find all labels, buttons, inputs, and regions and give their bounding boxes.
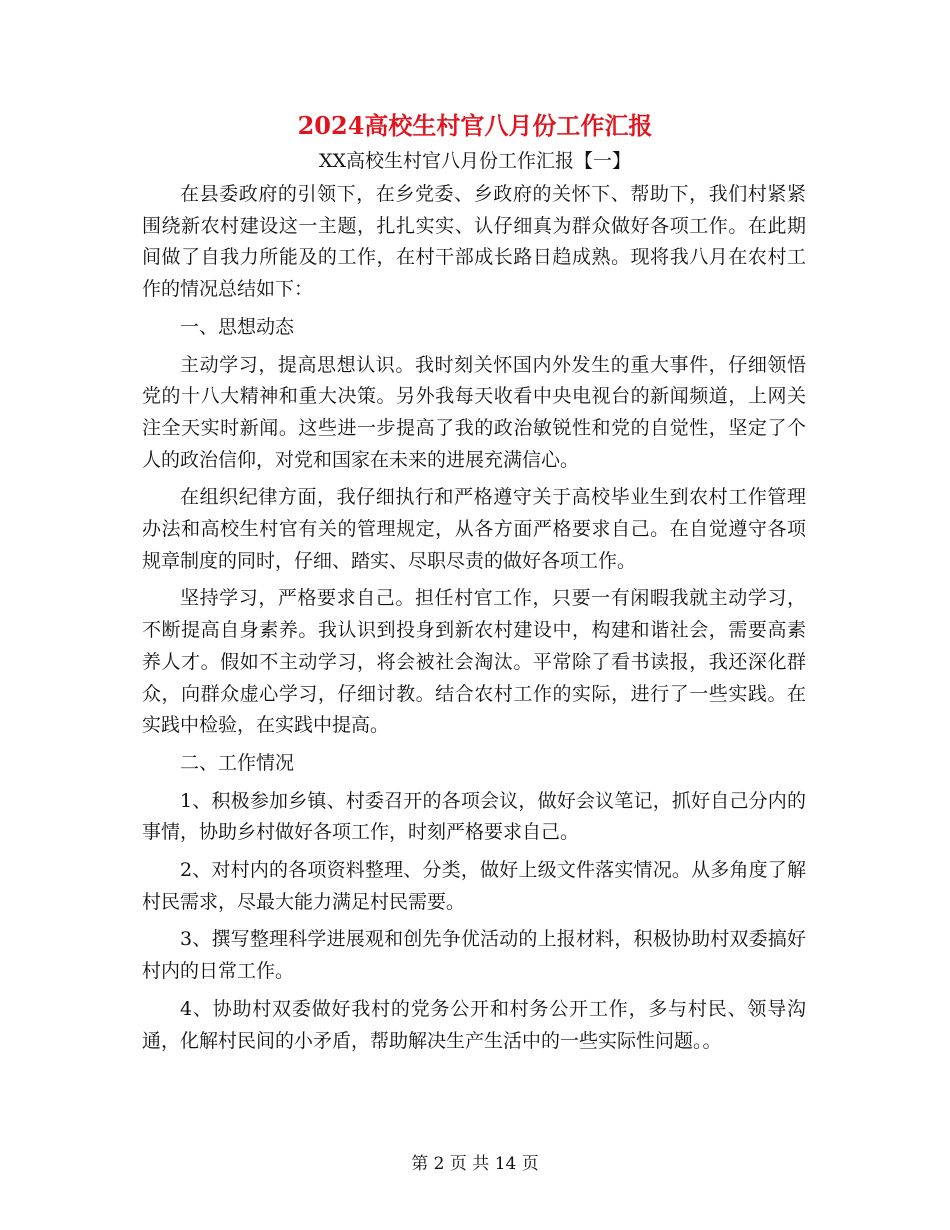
document-title: 2024高校生村官八月份工作汇报 <box>297 111 653 140</box>
list-item-3: 3、撰写整理科学进展观和创先争优活动的上报材料，积极协助村双委搞好村内的日常工作。 <box>142 928 806 983</box>
paragraph-learning: 坚持学习，严格要求自己。担任村官工作，只要一有闲暇我就主动学习，不断提高自身素养。我认识到投身到新农村建设中，构建和谐社会，需要高素养人才。假如不主动学习，将会被社会淘汰。平常除了看书读报，我还深化群众，向群众虚心学习，仔细讨教。结合农村工作的实际，进行了一些实践。在实践中检验，在实践中提高。 <box>142 587 806 737</box>
section-heading-thought: 一、思想动态 <box>180 315 295 338</box>
section-heading-work: 二、工作情况 <box>180 751 295 774</box>
list-item-4: 4、协助村双委做好我村的党务公开和村务公开工作，多与村民、领导沟通，化解村民间的小矛盾，帮助解决生产生活中的一些实际性问题。。 <box>142 997 806 1052</box>
paragraph-study: 主动学习，提高思想认识。我时刻关怀国内外发生的重大事件，仔细领悟党的十八大精神和重大决策。另外我每天收看中央电视台的新闻频道，上网关注全天实时新闻。这些进一步提高了我的政治敏锐性和党的自觉性，坚定了个人的政治信仰，对党和国家在未来的进展充满信心。 <box>142 353 806 471</box>
page-footer: 第 2 页 共 14 页 <box>411 1154 539 1174</box>
paragraph-intro: 在县委政府的引领下，在乡党委、乡政府的关怀下、帮助下，我们村紧紧围绕新农村建设这一主题，扎扎实实、认仔细真为群众做好各项工作。在此期间做了自我力所能及的工作，在村干部成长路日趋成熟。现将我八月在农村工作的情况总结如下： <box>142 183 806 301</box>
list-item-1: 1、积极参加乡镇、村委召开的各项会议，做好会议笔记，抓好自己分内的事情，协助乡村做好各项工作，时刻严格要求自己。 <box>142 789 806 844</box>
paragraph-discipline: 在组织纪律方面，我仔细执行和严格遵守关于高校毕业生到农村工作管理办法和高校生村官有关的管理规定，从各方面严格要求自己。在自觉遵守各项规章制度的同时，仔细、踏实、尽职尽责的做好各项工作。 <box>142 486 806 572</box>
document-subtitle: XX高校生村官八月份工作汇报【一】 <box>318 150 632 172</box>
list-item-2: 2、对村内的各项资料整理、分类，做好上级文件落实情况。从多角度了解村民需求，尽最大能力满足村民需要。 <box>142 859 806 913</box>
document-body <box>142 179 806 1057</box>
